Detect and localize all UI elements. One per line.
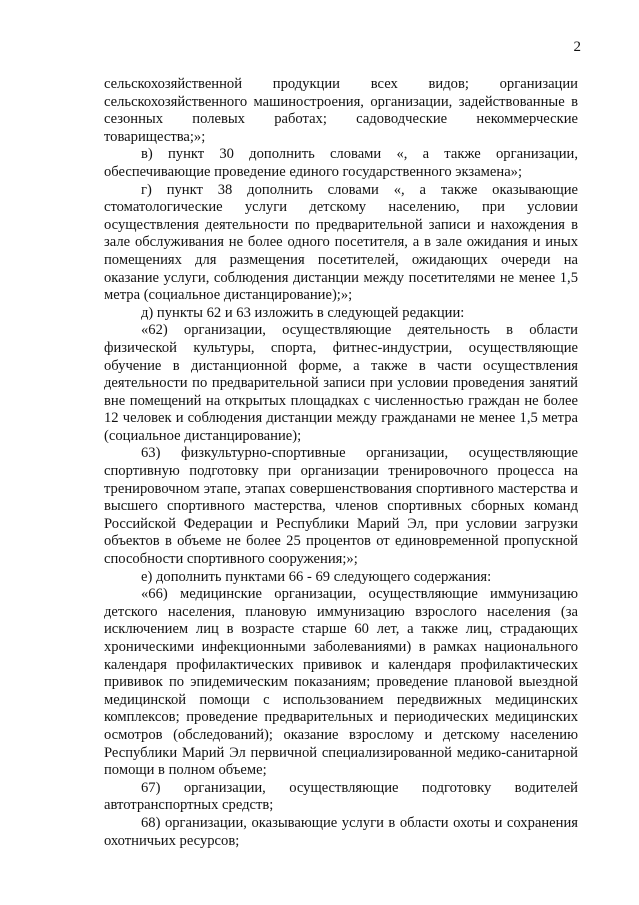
paragraph-point-63: 63) физкультурно-спортивные организации, осуществляющие спортивную подготовку при организации тренировочного процесса на тренировочном этапе, этапах совершенствования спортивного мастерства и высшего спортивного мастерства, членов спортивных сборных команд Российской Федерации и Республики Марий Эл, при условии загрузки объектов в объеме не более 25 процентов от единовременной пропускной способности спортивного сооружения;»; [104, 445, 578, 568]
document-body [104, 76, 578, 850]
page-number: 2 [573, 39, 581, 55]
paragraph-point-66: «66) медицинские организации, осуществляющие иммунизацию детского населения, плановую иммунизацию взрослого населения (за исключением лиц в возрасте старше 60 лет, а также лиц, страдающих хроническими инфекционными заболеваниями) в рамках национального календаря профилактических прививок и календаря профилактических прививок по эпидемическим показаниям; проведение плановой выездной медицинской помощи с использованием передвижных медицинских комплексов; проведение предварительных и периодических медицинских осмотров (обследований); оказание взрослому и детскому населению Республики Марий Эл первичной специализированной медико-санитарной помощи в полном объеме; [104, 586, 578, 779]
paragraph-point-68: 68) организации, оказывающие услуги в области охоты и сохранения охотничьих ресурсов; [104, 814, 578, 849]
paragraph-point-67: 67) организации, осуществляющие подготовку водителей автотранспортных средств; [104, 779, 578, 814]
paragraph-item-v: в) пункт 30 дополнить словами «, а также организации, обеспечивающие проведение единого государственного экзамена»; [104, 146, 578, 180]
paragraph-point-62: «62) организации, осуществляющие деятельность в области физической культуры, спорта, фитнес-индустрии, осуществляющие обучение в дистанционной форме, а также в части осуществления деятельности по предварительной записи при условии проведения занятий вне помещений на открытых площадках с численностью граждан не более 12 человек и соблюдения дистанции между гражданами не менее 1,5 метра (социальное дистанцирование); [104, 322, 578, 444]
paragraph-continuation: сельскохозяйственной продукции всех видов; организации сельскохозяйственного машиностроения, организации, задействованные в сезонных полевых работах; садоводческие некоммерческие товарищества;»; [104, 76, 578, 145]
paragraph-item-g: г) пункт 38 дополнить словами «, а также оказывающие стоматологические услуги детскому населению, при условии осуществления деятельности по предварительной записи и нахождения в зале обслуживания не более одного посетителя, а в зале ожидания и иных помещениях для размещения посетителей, ожидающих очереди на оказание услуги, соблюдения дистанции между посетителями не менее 1,5 метра (социальное дистанцирование);»; [104, 181, 578, 304]
paragraph-item-e: е) дополнить пунктами 66 - 69 следующего содержания: [141, 568, 492, 585]
paragraph-item-d: д) пункты 62 и 63 изложить в следующей редакции: [141, 304, 465, 321]
